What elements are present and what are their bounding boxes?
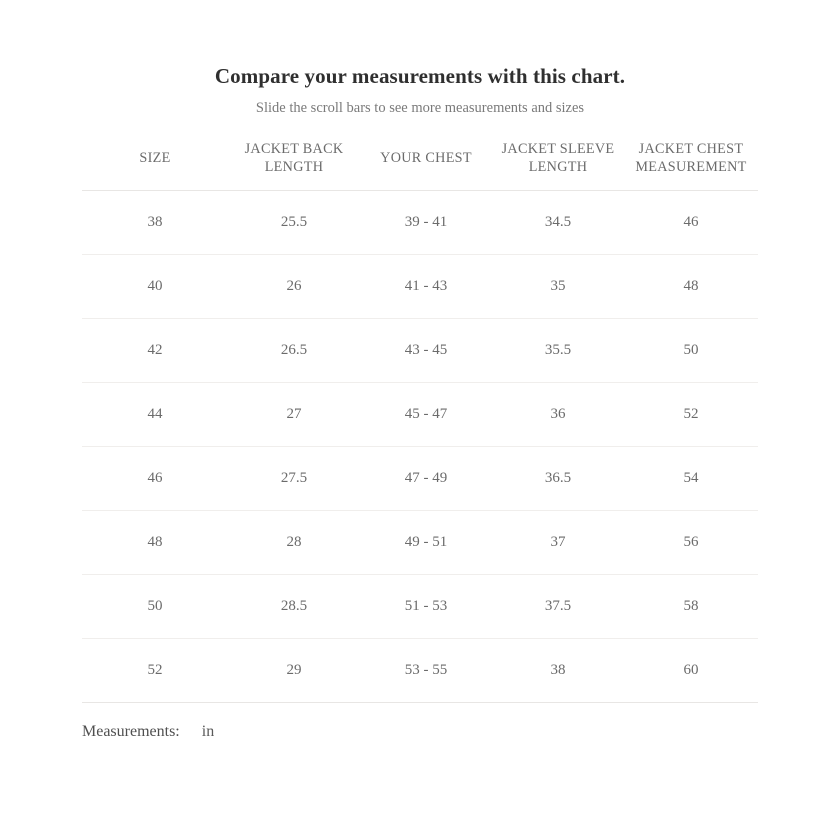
column-header-jacket-back-length: JACKET BACK LENGTH [228,134,360,191]
cell-jacket-back-length: 26 [228,255,360,319]
cell-jacket-chest-measurement: 52 [624,383,758,447]
cell-your-chest: 53 - 55 [360,639,492,703]
cell-size: 48 [82,511,228,575]
cell-jacket-sleeve-length: 37.5 [492,575,624,639]
size-chart-table [82,134,758,703]
cell-size: 38 [82,191,228,255]
cell-your-chest: 39 - 41 [360,191,492,255]
cell-jacket-chest-measurement: 58 [624,575,758,639]
cell-jacket-sleeve-length: 37 [492,511,624,575]
cell-jacket-chest-measurement: 50 [624,319,758,383]
cell-jacket-chest-measurement: 56 [624,511,758,575]
cell-jacket-sleeve-length: 35.5 [492,319,624,383]
cell-size: 52 [82,639,228,703]
table-row [82,255,758,319]
cell-jacket-chest-measurement: 54 [624,447,758,511]
cell-jacket-back-length: 27 [228,383,360,447]
cell-your-chest: 41 - 43 [360,255,492,319]
table-row [82,511,758,575]
cell-jacket-back-length: 28.5 [228,575,360,639]
cell-size: 44 [82,383,228,447]
table-row [82,191,758,255]
cell-your-chest: 47 - 49 [360,447,492,511]
cell-jacket-back-length: 27.5 [228,447,360,511]
cell-jacket-sleeve-length: 36.5 [492,447,624,511]
cell-jacket-back-length: 26.5 [228,319,360,383]
cell-jacket-chest-measurement: 46 [624,191,758,255]
column-header-jacket-chest-measurement: JACKET CHEST MEASUREMENT [624,134,758,191]
cell-jacket-sleeve-length: 34.5 [492,191,624,255]
cell-size: 42 [82,319,228,383]
measurement-unit-value[interactable]: in [201,723,215,741]
cell-jacket-back-length: 25.5 [228,191,360,255]
measurement-units-row [82,703,758,741]
cell-jacket-sleeve-length: 38 [492,639,624,703]
page-title: Compare your measurements with this chart. [214,64,626,88]
page-subtitle: Slide the scroll bars to see more measurements and sizes [255,100,585,116]
table-row [82,575,758,639]
cell-your-chest: 49 - 51 [360,511,492,575]
cell-your-chest: 45 - 47 [360,383,492,447]
measurements-label: Measurements: [82,723,180,741]
cell-jacket-chest-measurement: 60 [624,639,758,703]
table-row [82,639,758,703]
cell-jacket-chest-measurement: 48 [624,255,758,319]
cell-your-chest: 51 - 53 [360,575,492,639]
table-row [82,383,758,447]
table-row [82,447,758,511]
cell-jacket-back-length: 28 [228,511,360,575]
cell-jacket-sleeve-length: 36 [492,383,624,447]
cell-size: 50 [82,575,228,639]
table-header-row [82,134,758,191]
table-row [82,319,758,383]
cell-size: 46 [82,447,228,511]
cell-size: 40 [82,255,228,319]
column-header-size: SIZE [82,134,228,191]
column-header-jacket-sleeve-length: JACKET SLEEVE LENGTH [492,134,624,191]
cell-your-chest: 43 - 45 [360,319,492,383]
cell-jacket-sleeve-length: 35 [492,255,624,319]
cell-jacket-back-length: 29 [228,639,360,703]
column-header-your-chest: YOUR CHEST [360,134,492,191]
